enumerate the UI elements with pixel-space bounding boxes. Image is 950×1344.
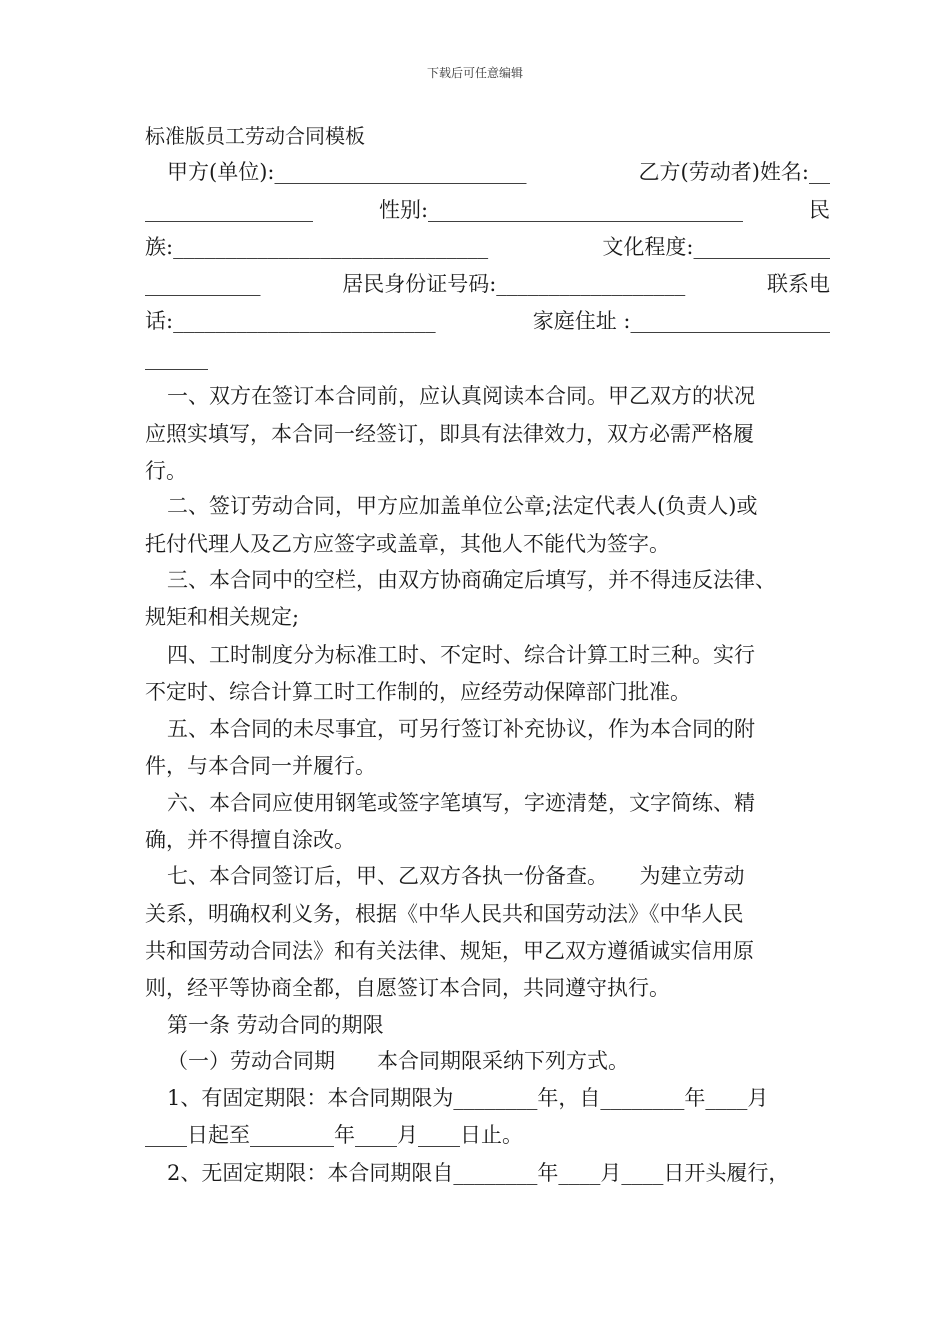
header-note: 下载后可任意编辑 [426, 66, 523, 80]
section-heading: 第一条 劳动合同的期限 [167, 1013, 384, 1037]
address-field: 家庭住址 :___________________ [532, 309, 830, 333]
form-line-6 [145, 344, 830, 372]
paragraph-line: 关系，明确权利义务，根据《中华人民共和国劳动法》《中华人民 [145, 902, 744, 926]
paragraph-line: 二、签订劳动合同，甲方应加盖单位公章;法定代表人(负责人)或 [167, 494, 758, 518]
paragraph-line: 共和国劳动合同法》和有关法律、规矩，甲乙双方遵循诚实信用原 [145, 939, 754, 963]
paragraph-line: 六、本合同应使用钢笔或签字笔填写，字迹清楚，文字简练、精 [167, 791, 755, 815]
name-blank: ________________ [145, 198, 313, 222]
paragraph-line: 一、双方在签订本合同前，应认真阅读本合同。甲乙双方的状况 [167, 384, 755, 408]
form-line-1 [145, 158, 830, 186]
form-line-4 [145, 270, 830, 298]
id-number-field: 居民身份证号码:__________________ [342, 272, 686, 296]
paragraph-line: 确，并不得擅自涂改。 [145, 828, 355, 852]
party-b-name-field: 乙方(劳动者)姓名:__ [638, 160, 830, 184]
education-field: 文化程度:_____________ [602, 235, 830, 259]
address-blank: ______ [145, 346, 208, 370]
paragraph-line: 应照实填写，本合同一经签订，即具有法律效力，双方必需严格履 [145, 422, 754, 446]
paragraph-line: 托付代理人及乙方应签字或盖章，其他人不能代为签字。 [145, 532, 670, 556]
education-blank: ___________ [145, 272, 261, 296]
paragraph-line: 七、本合同签订后，甲、乙双方各执一份备查。 为建立劳动 [167, 864, 745, 888]
ethnicity-label-start: 民 [808, 198, 830, 222]
document-title: 标准版员工劳动合同模板 [145, 124, 365, 148]
paragraph-line: 规矩和相关规定; [145, 605, 300, 629]
paragraph-line: 2、无固定期限：本合同期限自________年____月____日开头履行， [167, 1161, 790, 1185]
paragraph-line: （一）劳动合同期 本合同期限采纳下列方式。 [167, 1049, 629, 1073]
paragraph-line: 件，与本合同一并履行。 [145, 754, 376, 778]
gender-field: 性别:______________________________ [378, 198, 744, 222]
paragraph-line: 不定时、综合计算工时工作制的，应经劳动保障部门批准。 [145, 680, 691, 704]
paragraph-line: 四、工时制度分为标准工时、不定时、综合计算工时三种。实行 [167, 643, 755, 667]
form-line-3 [145, 233, 830, 261]
ethnicity-field: 族:______________________________ [145, 235, 489, 259]
paragraph-line: 行。 [145, 459, 187, 483]
form-line-2 [145, 196, 830, 224]
paragraph-line: 三、本合同中的空栏，由双方协商确定后填写，并不得违反法律、 [167, 568, 776, 592]
party-a-field: 甲方(单位):________________________ [167, 160, 527, 184]
paragraph-line: ____日起至________年____月____日止。 [145, 1123, 523, 1147]
paragraph-line: 则，经平等协商全都，自愿签订本合同，共同遵守执行。 [145, 976, 670, 1000]
phone-label-start: 联系电 [766, 272, 830, 296]
paragraph-line: 五、本合同的未尽事宜，可另行签订补充协议，作为本合同的附 [167, 717, 755, 741]
form-line-5 [145, 307, 830, 335]
paragraph-line: 1、有固定期限：本合同期限为________年，自________年____月 [167, 1086, 769, 1110]
phone-field: 话:_________________________ [145, 309, 436, 333]
